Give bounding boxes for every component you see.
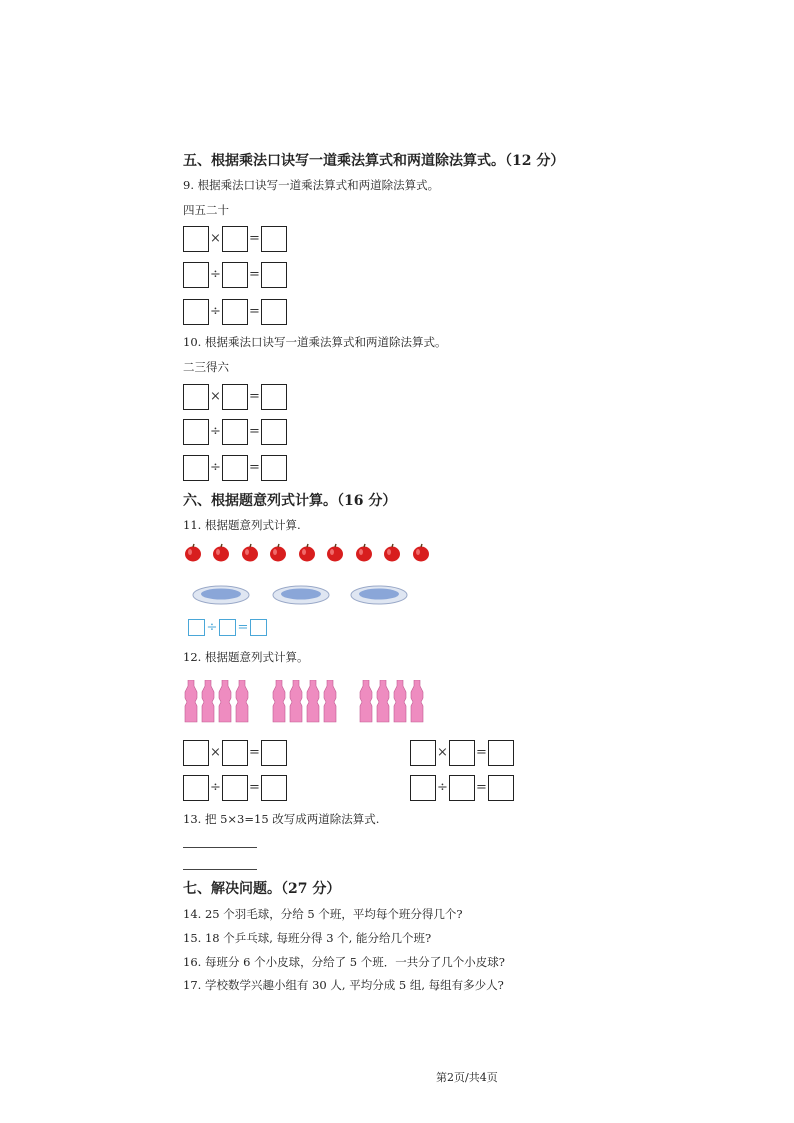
answer-box[interactable] [222, 226, 248, 252]
equals-sign: = [237, 619, 249, 635]
answer-box[interactable] [261, 299, 287, 325]
equation-row-q10-div1 [183, 418, 287, 446]
equation-row-q10-div2 [183, 454, 287, 482]
section-6-heading: 六、根据题意列式计算。（16 分） [183, 493, 397, 509]
answer-box[interactable] [261, 775, 287, 801]
equation-row-q11 [188, 617, 267, 637]
question-10: 10. 根据乘法口诀写一道乘法算式和两道除法算式。 [183, 335, 447, 349]
answer-box[interactable] [183, 226, 209, 252]
section-5-heading: 五、根据乘法口诀写一道乘法算式和两道除法算式。（12 分） [183, 153, 565, 169]
equation-row-q9-mul [183, 225, 287, 253]
answer-box[interactable] [222, 419, 248, 445]
answer-box[interactable] [449, 775, 475, 801]
answer-box[interactable] [261, 455, 287, 481]
question-15: 15. 18 个乒乓球, 每班分得 3 个, 能分给几个班? [183, 931, 432, 945]
answer-box[interactable] [261, 262, 287, 288]
question-9: 9. 根据乘法口诀写一道乘法算式和两道除法算式。 [183, 178, 440, 192]
answer-box[interactable] [261, 384, 287, 410]
question-10-rhyme: 二三得六 [183, 360, 229, 374]
apple-icon [298, 543, 316, 562]
question-13: 13. 把 5×3=15 改写成两道除法算式. [183, 812, 380, 826]
answer-box[interactable] [488, 775, 514, 801]
plate-icon [272, 584, 330, 606]
answer-box[interactable] [410, 740, 436, 766]
question-12: 12. 根据题意列式计算。 [183, 650, 309, 664]
divide-sign: ÷ [437, 780, 448, 795]
apple-icon [355, 543, 373, 562]
answer-box[interactable] [188, 619, 205, 636]
question-14: 14. 25 个羽毛球，分给 5 个班，平均每个班分得几个? [183, 907, 463, 921]
multiply-sign: × [210, 231, 221, 246]
equals-sign: = [249, 231, 260, 246]
plate-icon [350, 584, 408, 606]
answer-box[interactable] [183, 262, 209, 288]
answer-box[interactable] [183, 740, 209, 766]
answer-line[interactable] [183, 869, 257, 870]
answer-box[interactable] [222, 262, 248, 288]
equation-row-q9-div1 [183, 261, 287, 289]
plate-icon [192, 584, 250, 606]
apple-icon [269, 543, 287, 562]
equals-sign: = [249, 424, 260, 439]
answer-box[interactable] [222, 455, 248, 481]
answer-box[interactable] [449, 740, 475, 766]
bottle-group-icon [271, 680, 339, 726]
equals-sign: = [476, 780, 487, 795]
divide-sign: ÷ [210, 780, 221, 795]
answer-box[interactable] [250, 619, 267, 636]
equals-sign: = [249, 304, 260, 319]
divide-sign: ÷ [210, 424, 221, 439]
divide-sign: ÷ [206, 619, 218, 635]
bottle-group-icon [358, 680, 426, 726]
answer-box[interactable] [183, 299, 209, 325]
equation-row-q12-right-div [410, 774, 514, 802]
multiply-sign: × [437, 745, 448, 760]
answer-box[interactable] [222, 384, 248, 410]
apple-icon [326, 543, 344, 562]
equals-sign: = [476, 745, 487, 760]
divide-sign: ÷ [210, 460, 221, 475]
equals-sign: = [249, 389, 260, 404]
multiply-sign: × [210, 389, 221, 404]
apple-icon [383, 543, 401, 562]
equation-row-q12-left-div [183, 774, 287, 802]
answer-box[interactable] [261, 419, 287, 445]
equals-sign: = [249, 460, 260, 475]
multiply-sign: × [210, 745, 221, 760]
answer-box[interactable] [222, 299, 248, 325]
answer-box[interactable] [183, 455, 209, 481]
answer-box[interactable] [410, 775, 436, 801]
answer-box[interactable] [219, 619, 236, 636]
apple-icon [241, 543, 259, 562]
divide-sign: ÷ [210, 304, 221, 319]
equation-row-q9-div2 [183, 298, 287, 326]
question-11: 11. 根据题意列式计算. [183, 518, 301, 532]
equation-row-q12-left-mul [183, 739, 287, 767]
answer-box[interactable] [183, 384, 209, 410]
apple-icon [184, 543, 202, 562]
equals-sign: = [249, 780, 260, 795]
equals-sign: = [249, 267, 260, 282]
question-17: 17. 学校数学兴趣小组有 30 人, 平均分成 5 组, 每组有多少人? [183, 978, 504, 992]
answer-box[interactable] [261, 740, 287, 766]
answer-box[interactable] [488, 740, 514, 766]
equation-row-q12-right-mul [410, 739, 514, 767]
answer-box[interactable] [261, 226, 287, 252]
equation-row-q10-mul [183, 383, 287, 411]
answer-box[interactable] [183, 419, 209, 445]
question-16: 16. 每班分 6 个小皮球，分给了 5 个班．一共分了几个小皮球? [183, 955, 505, 969]
answer-box[interactable] [222, 740, 248, 766]
bottle-group-icon [183, 680, 251, 726]
divide-sign: ÷ [210, 267, 221, 282]
page-number: 第2页/共4页 [436, 1071, 498, 1084]
question-9-rhyme: 四五二十 [183, 203, 229, 217]
answer-box[interactable] [222, 775, 248, 801]
apple-icon [212, 543, 230, 562]
section-7-heading: 七、解决问题。（27 分） [183, 881, 341, 897]
answer-box[interactable] [183, 775, 209, 801]
equals-sign: = [249, 745, 260, 760]
apple-icon [412, 543, 430, 562]
answer-line[interactable] [183, 847, 257, 848]
